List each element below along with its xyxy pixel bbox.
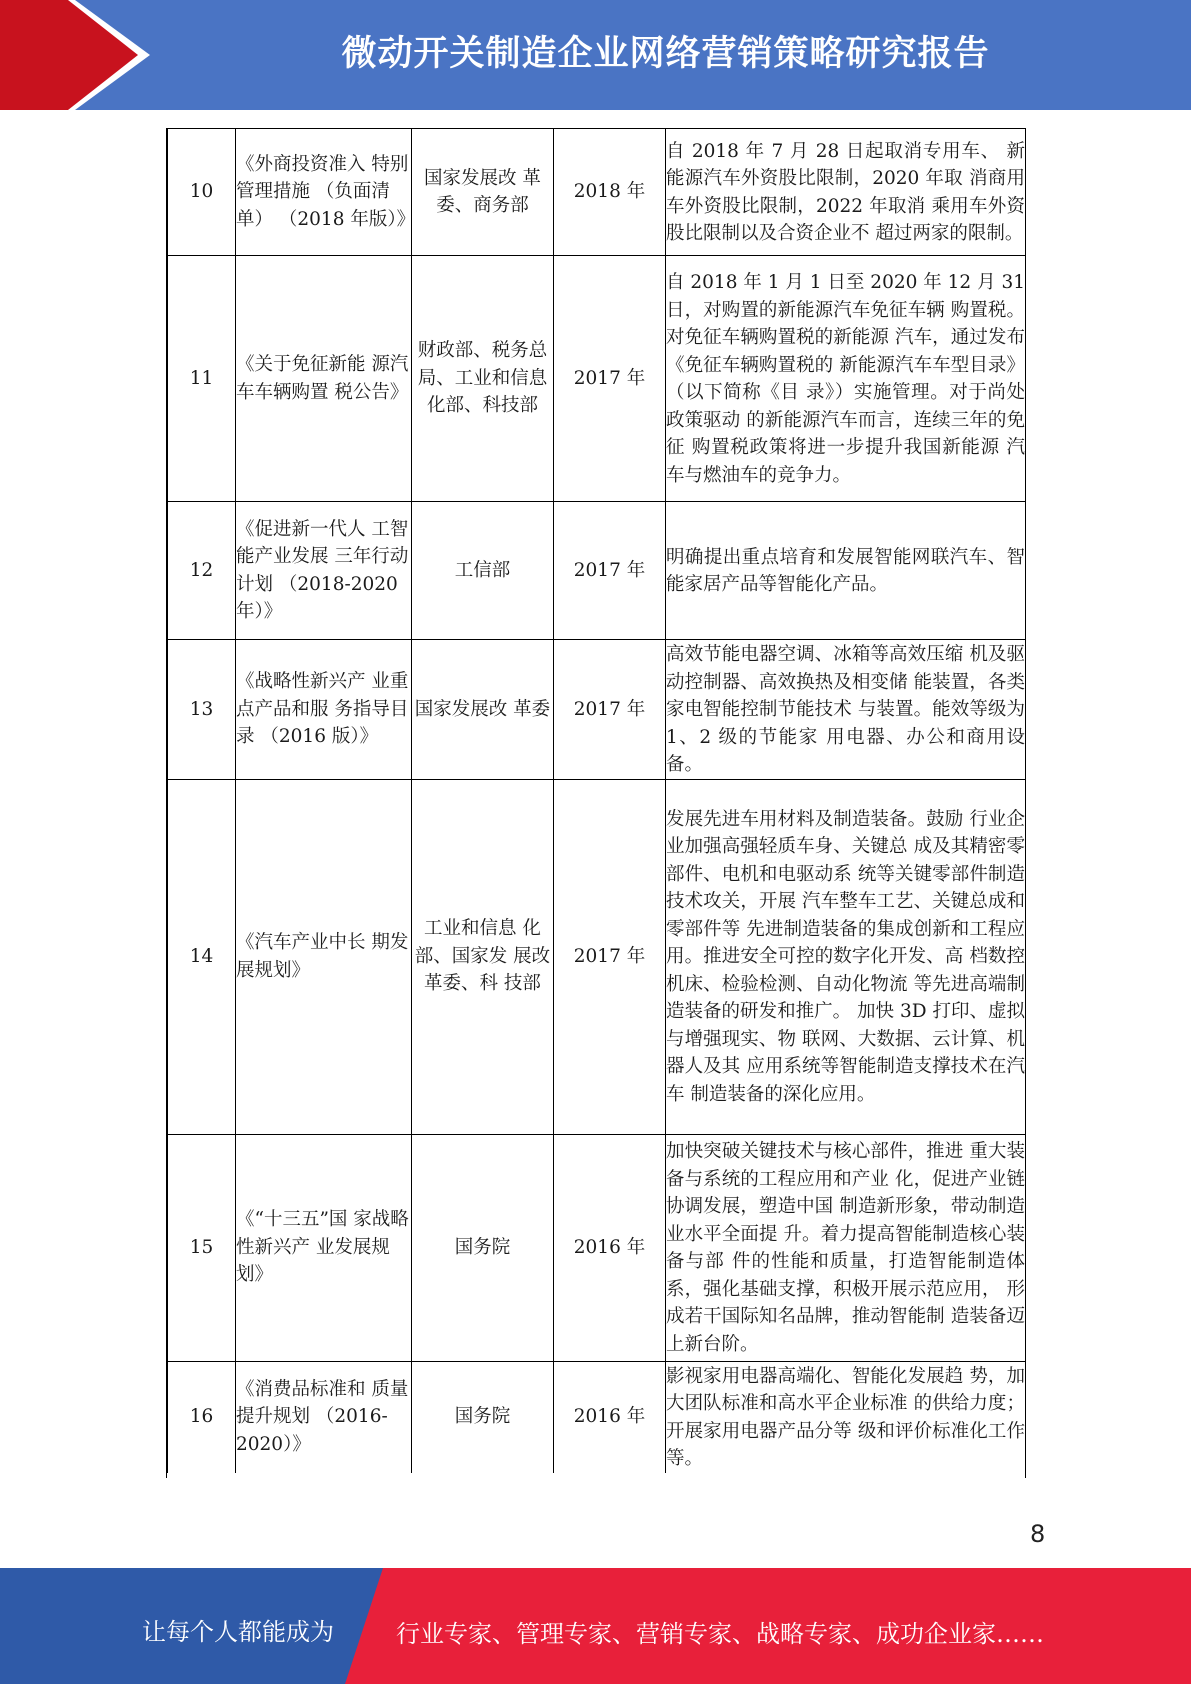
policy-description-text: 影视家用电器高端化、智能化发展趋 势，加大团队标准和高水平企业标准 的供给力度；开展家用电器产品分等 级和评价标准化工作等。 (666, 1365, 1025, 1469)
report-title: 微动开关制造企业网络营销策略研究报告 (341, 34, 990, 74)
issue-year: 2017 年 (554, 779, 666, 1134)
issue-year: 2018 年 (554, 129, 666, 256)
table-row (168, 1134, 1026, 1361)
issuing-department: 国务院 (412, 1134, 554, 1361)
row-number: 15 (168, 1134, 236, 1361)
policy-description (666, 502, 1026, 640)
row-number: 14 (168, 779, 236, 1134)
footer-slogan-left: 让每个人都能成为 (142, 1618, 334, 1646)
policy-name: 《关于免征新能 源汽车车辆购置 税公告》 (236, 256, 412, 502)
policy-description-text: 自 2018 年 7 月 28 日起取消专用车、 新能源汽车外资股比限制，2020 年取 消商用车外资股比限制，2022 年取消 乘用车外资股比限制以及合资企业不 超过两家的限制。 (666, 140, 1025, 244)
issue-year: 2017 年 (554, 256, 666, 502)
table-row (168, 640, 1026, 780)
row-number: 11 (168, 256, 236, 502)
issuing-department: 国家发展改 革委 (412, 640, 554, 780)
page-number: 8 (1030, 1520, 1046, 1548)
issuing-department: 国家发展改 革委、商务部 (412, 129, 554, 256)
policy-table-container (166, 128, 1026, 1478)
policy-description (666, 129, 1026, 256)
table-row (168, 129, 1026, 256)
policy-description (666, 1134, 1026, 1361)
policy-name: 《“十三五”国 家战略性新兴产 业发展规划》 (236, 1134, 412, 1361)
issuing-department: 工信部 (412, 502, 554, 640)
issue-year: 2017 年 (554, 640, 666, 780)
header-arrow-icon (0, 0, 138, 110)
issuing-department: 国务院 (412, 1361, 554, 1473)
policy-description (666, 256, 1026, 502)
row-number: 10 (168, 129, 236, 256)
issuing-department: 工业和信息 化部、国家发 展改革委、科 技部 (412, 779, 554, 1134)
policy-name: 《汽车产业中长 期发展规划》 (236, 779, 412, 1134)
table-row (168, 502, 1026, 640)
table-row (168, 1361, 1026, 1473)
row-number: 16 (168, 1361, 236, 1473)
row-number: 12 (168, 502, 236, 640)
issue-year: 2016 年 (554, 1134, 666, 1361)
policy-description-text: 发展先进车用材料及制造装备。鼓励 行业企业加强高强轻质车身、关键总 成及其精密零部件、电机和电驱动系 统等关键零部件制造技术攻关，开展 汽车整车工艺、关键总成和零部件等 先进制造装备的集成创新和工程应 用。推进安全可控的数字化开发、高 档数控机床、检验检测、自动化物流 等先进高端制造装备的研发和推广。 加快 3D 打印、虚拟与增强现实、物 联网、大数据、云计算、机器人及其 应用系统等智能制造支撑技术在汽车 制造装备的深化应用。 (666, 808, 1025, 1105)
policy-description (666, 779, 1026, 1134)
policy-description (666, 640, 1026, 780)
policy-name: 《消费品标准和 质量提升规划 （2016-2020）》 (236, 1361, 412, 1473)
policy-name: 《战略性新兴产 业重点产品和服 务指导目录 （2016 版）》 (236, 640, 412, 780)
header-banner (0, 0, 1191, 110)
policy-description-text: 自 2018 年 1 月 1 日至 2020 年 12 月 31 日，对购置的新能源汽车免征车辆 购置税。对免征车辆购置税的新能源 汽车，通过发布《免征车辆购置税的 新能源汽车车型目录》（以下简称《目 录》）实施管理。对于尚处政策驱动 的新能源汽车而言，连续三年的免征 购置税政策将进一步提升我国新能源 汽车与燃油车的竞争力。 (666, 272, 1025, 486)
table-row (168, 256, 1026, 502)
issuing-department: 财政部、税务总局、工业和信息化部、科技部 (412, 256, 554, 502)
policy-name: 《促进新一代人 工智能产业发展 三年行动计划 （2018-2020 年）》 (236, 502, 412, 640)
policy-description-text: 加快突破关键技术与核心部件，推进 重大装备与系统的工程应用和产业 化，促进产业链协调发展，塑造中国 制造新形象，带动制造业水平全面提 升。着力提高智能制造核心装备与部 件的性能和质量，打造智能制造体系，强化基础支撑，积极开展示范应用， 形成若干国际知名品牌，推动智能制 造装备迈上新台阶。 (666, 1141, 1025, 1355)
issue-year: 2016 年 (554, 1361, 666, 1473)
issue-year: 2017 年 (554, 502, 666, 640)
table-row (168, 779, 1026, 1134)
policy-description-text: 明确提出重点培育和发展智能网联汽车、智能家居产品等智能化产品。 (666, 546, 1025, 595)
policy-description (666, 1361, 1026, 1473)
policy-name: 《外商投资准入 特别管理措施 （负面清单） （2018 年版）》 (236, 129, 412, 256)
footer-slogan-right: 行业专家、管理专家、营销专家、战略专家、成功企业家…… (396, 1620, 1044, 1648)
policy-table (167, 128, 1026, 1473)
footer-banner (0, 1568, 1191, 1684)
policy-description-text: 高效节能电器空调、冰箱等高效压缩 机及驱动控制器、高效换热及相变储 能装置，各类家电智能控制节能技术 与装置。能效等级为 1、2 级的节能家 用电器、办公和商用设备。 (666, 644, 1025, 775)
row-number: 13 (168, 640, 236, 780)
